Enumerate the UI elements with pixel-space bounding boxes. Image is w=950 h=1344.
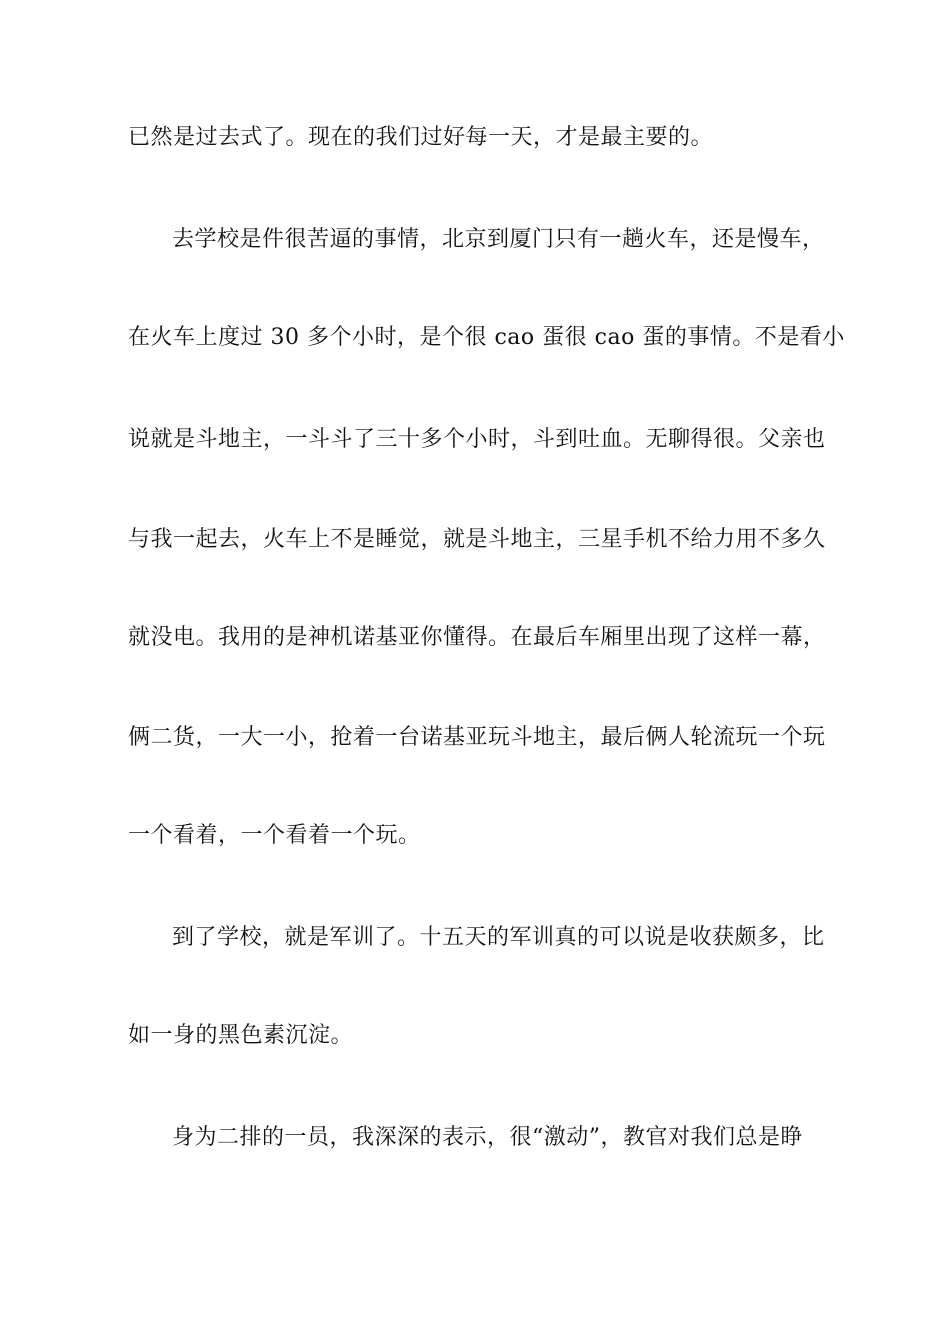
text-line-7: 俩二货，一大一小，抢着一台诺基亚玩斗地主，最后俩人轮流玩一个玩 bbox=[128, 725, 826, 750]
text-line-3: 在火车上度过 30 多个小时，是个很 cao 蛋很 cao 蛋的事情。不是看小 bbox=[128, 325, 845, 350]
text-line-5: 与我一起去，火车上不是睡觉，就是斗地主，三星手机不给力用不多久 bbox=[128, 527, 826, 552]
text-line-4: 说就是斗地主，一斗斗了三十多个小时，斗到吐血。无聊得很。父亲也 bbox=[128, 427, 826, 452]
text-line-9: 到了学校，就是军训了。十五天的军训真的可以说是收获颇多，比 bbox=[172, 925, 825, 950]
text-line-11: 身为二排的一员，我深深的表示，很“激动”，教官对我们总是睁 bbox=[172, 1125, 803, 1150]
text-line-6: 就没电。我用的是神机诺基亚你懂得。在最后车厢里出现了这样一幕， bbox=[128, 625, 826, 650]
text-line-8: 一个看着，一个看着一个玩。 bbox=[128, 823, 421, 848]
text-line-10: 如一身的黑色素沉淀。 bbox=[128, 1023, 354, 1048]
text-line-1: 已然是过去式了。现在的我们过好每一天，才是最主要的。 bbox=[128, 125, 714, 150]
text-line-2: 去学校是件很苦逼的事情，北京到厦门只有一趟火车，还是慢车， bbox=[172, 227, 825, 252]
